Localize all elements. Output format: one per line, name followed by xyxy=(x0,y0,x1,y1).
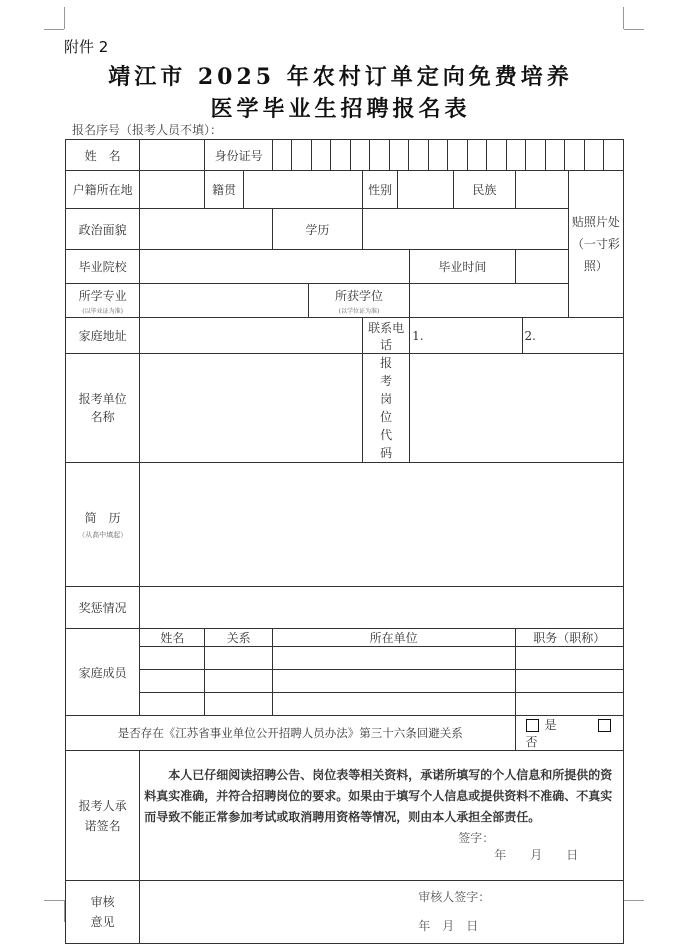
avoidance-question: 是否存在《江苏省事业单位公开招聘人员办法》第三十六条回避关系 xyxy=(66,716,516,751)
yes-checkbox[interactable] xyxy=(526,719,539,732)
crop-mark-tl-v xyxy=(64,7,65,29)
address-field[interactable] xyxy=(140,318,363,354)
major-note: (以毕业证为准) xyxy=(82,307,123,315)
family-members-label: 家庭成员 xyxy=(66,629,140,716)
native-place-field[interactable] xyxy=(243,171,362,209)
pledge-date-label: 年 月 日 xyxy=(494,848,579,862)
family-header-position: 职务（职称） xyxy=(515,629,624,647)
pledge-sign-label: 签字： xyxy=(458,831,495,845)
pledge-cell[interactable] xyxy=(140,751,624,881)
degree-field[interactable] xyxy=(410,284,569,318)
major-field[interactable] xyxy=(140,284,309,318)
crop-mark-tr-v xyxy=(623,7,624,29)
degree-note: (以学位证为准) xyxy=(338,307,380,315)
family-unit-field[interactable] xyxy=(272,647,515,670)
family-header-relation: 关系 xyxy=(205,629,272,647)
degree-label: 所获学位 xyxy=(334,288,383,303)
family-relation-field[interactable] xyxy=(205,693,272,716)
awards-field[interactable] xyxy=(140,587,624,629)
family-header-name: 姓名 xyxy=(140,629,205,647)
crop-mark-bl-h xyxy=(44,900,64,901)
no-checkbox[interactable] xyxy=(598,719,611,732)
resume-label: 简 历 xyxy=(84,511,121,525)
family-position-field[interactable] xyxy=(515,670,624,693)
family-unit-field[interactable] xyxy=(272,670,515,693)
family-unit-field[interactable] xyxy=(272,693,515,716)
id-number-field[interactable] xyxy=(272,140,623,171)
phone-field-1[interactable]: 1. xyxy=(410,318,522,354)
school-field[interactable] xyxy=(140,250,410,284)
review-date-label: 年 月 日 xyxy=(418,919,479,933)
photo-area[interactable] xyxy=(568,171,623,318)
yes-label: 是 xyxy=(544,718,557,732)
hukou-label: 户籍所在地 xyxy=(66,171,140,209)
hukou-field[interactable] xyxy=(140,171,205,209)
education-label: 学历 xyxy=(272,209,362,250)
phone-field-2[interactable]: 2. xyxy=(522,318,623,354)
review-field[interactable] xyxy=(140,881,624,944)
family-name-field[interactable] xyxy=(140,693,205,716)
resume-field[interactable] xyxy=(140,463,624,587)
ethnic-label: 民族 xyxy=(454,171,515,209)
major-label: 所学专业 xyxy=(78,288,127,303)
attachment-label: 附件 2 xyxy=(64,38,109,56)
gender-field[interactable] xyxy=(398,171,454,209)
unit-field[interactable] xyxy=(140,354,363,463)
resume-note: （从高中填起） xyxy=(78,531,128,539)
unit-label: 报考单位名称 xyxy=(66,354,140,463)
reviewer-sign-label: 审核人签字： xyxy=(418,890,491,904)
school-label: 毕业院校 xyxy=(66,250,140,284)
review-label: 审核意见 xyxy=(66,881,140,944)
form-title-line2: 医学毕业生招聘报名表 xyxy=(210,96,471,122)
graduation-time-field[interactable] xyxy=(515,250,568,284)
native-place-label: 籍贯 xyxy=(205,171,243,209)
political-status-label: 政治面貌 xyxy=(66,209,140,250)
political-status-field[interactable] xyxy=(140,209,272,250)
no-label: 否 xyxy=(525,735,538,749)
ethnic-field[interactable] xyxy=(515,171,568,209)
major-cell xyxy=(66,284,140,318)
serial-number-label: 报名序号（报考人员不填）： xyxy=(72,123,223,137)
name-field[interactable] xyxy=(140,140,205,171)
awards-label: 奖惩情况 xyxy=(66,587,140,629)
family-position-field[interactable] xyxy=(515,647,624,670)
family-name-field[interactable] xyxy=(140,670,205,693)
name-label: 姓 名 xyxy=(66,140,140,171)
degree-cell xyxy=(308,284,409,318)
crop-mark-tr-h xyxy=(624,29,644,30)
resume-cell xyxy=(66,463,140,587)
id-number-label: 身份证号 xyxy=(205,140,272,171)
registration-form-table xyxy=(65,139,624,944)
photo-note: （一寸彩照） xyxy=(571,237,620,273)
pledge-label: 报考人承诺签名 xyxy=(66,751,140,881)
address-label: 家庭地址 xyxy=(66,318,140,354)
pledge-text: 本人已仔细阅读招聘公告、岗位表等相关资料，承诺所填写的个人信息和所提供的资料真实准确，并符合招聘岗位的要求。如果由于填写个人信息或提供资料不准确、不真实而导致不能正常参加考试或取消聘用资格等情况，则由本人承担全部责任。 xyxy=(144,768,613,824)
family-relation-field[interactable] xyxy=(205,670,272,693)
crop-mark-tl-h xyxy=(44,29,64,30)
form-title-line1: 靖江市 2025 年农村订单定向免费培养 xyxy=(108,64,573,90)
post-code-field[interactable] xyxy=(410,354,624,463)
avoidance-options xyxy=(515,716,624,751)
photo-label: 贴照片处 xyxy=(571,215,620,229)
family-name-field[interactable] xyxy=(140,647,205,670)
graduation-time-label: 毕业时间 xyxy=(410,250,515,284)
phone-label: 联系电话 xyxy=(363,318,410,354)
family-header-unit: 所在单位 xyxy=(272,629,515,647)
education-field[interactable] xyxy=(363,209,569,250)
post-code-label: 报考岗位代码 xyxy=(363,354,410,463)
crop-mark-br-h xyxy=(624,900,644,901)
family-position-field[interactable] xyxy=(515,693,624,716)
family-relation-field[interactable] xyxy=(205,647,272,670)
gender-label: 性别 xyxy=(363,171,398,209)
